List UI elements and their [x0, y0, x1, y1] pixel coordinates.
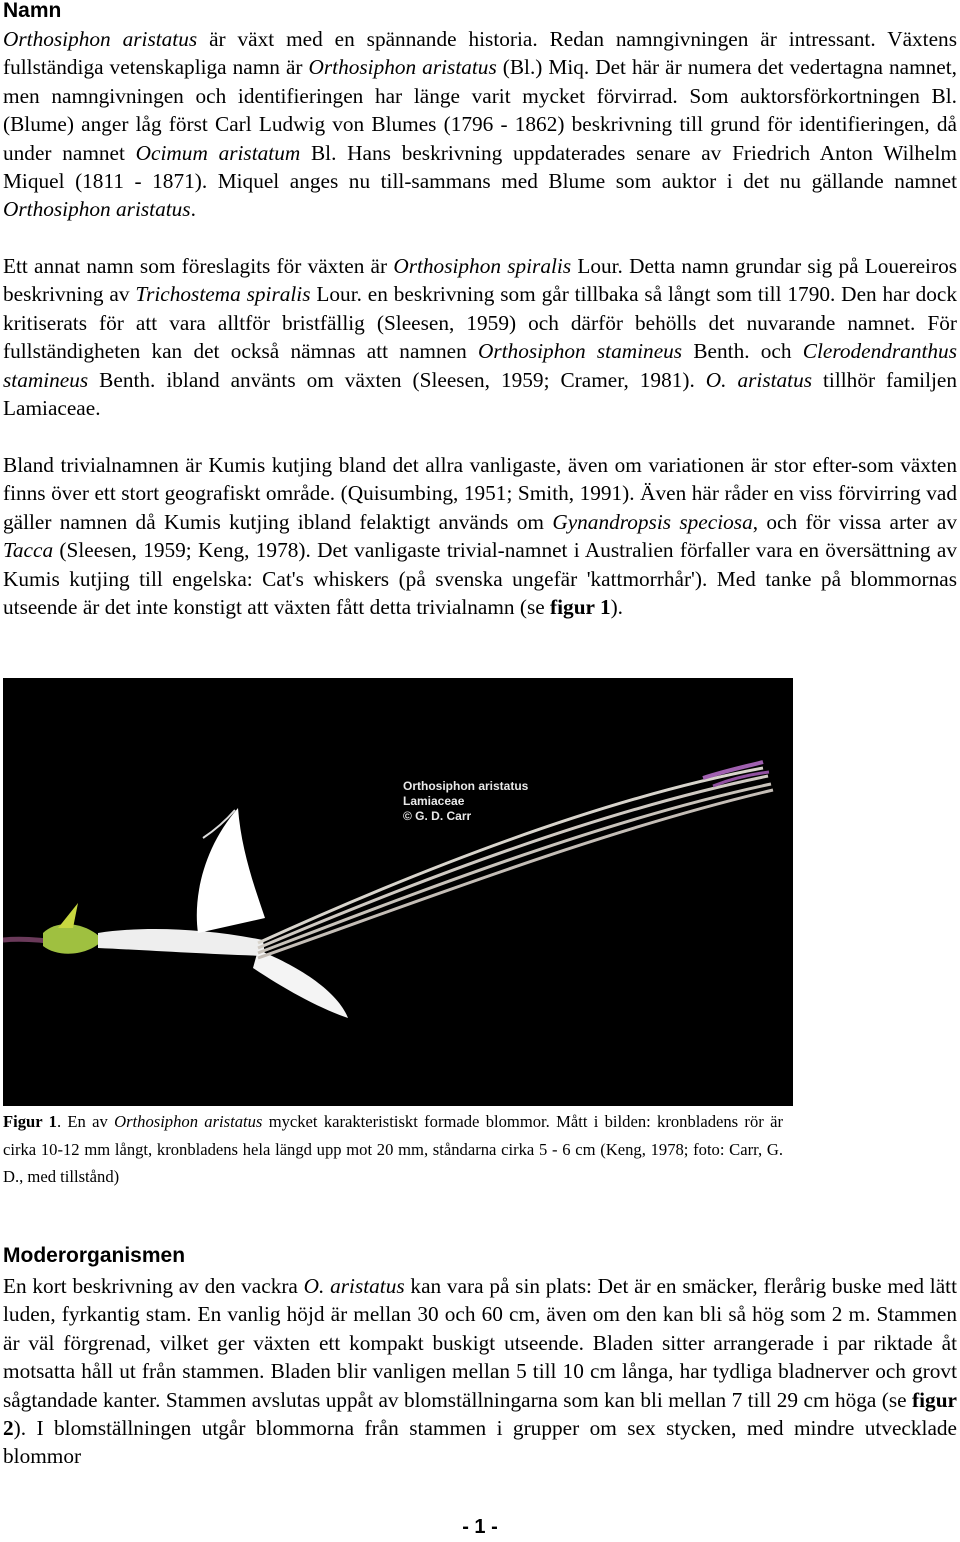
italic-run: Orthosiphon aristatus: [3, 197, 191, 222]
italic-run: O. aristatus: [303, 1274, 405, 1298]
text-run: , och för vissa arter av: [752, 509, 957, 534]
bold-run: figur 1: [550, 595, 611, 620]
text-run: (Sleesen, 1959; Keng, 1978). Det vanligaste trivial-namnet i Australien förfaller vara en översättning av Kumis kutjing till engelska: Cat's whiskers (på svenska ungefär 'kattmorrhår'). Med tanke på blommornas utseende är det inte konstigt att växten fått detta trivialnamn (se: [3, 538, 957, 620]
text-run: ). I blomställningen utgår blommorna från stammen i grupper om sex stycken, med mindre utvecklade blommor: [3, 1416, 957, 1469]
italic-run: Clerodendranthus stamineus: [3, 339, 957, 392]
text-run: Bland trivialnamnen är Kumis kutjing bland det allra vanligaste, även om variationen är stor efter-som växten finns över ett stort geografiskt område. (Quisumbing, 1951; Smith, 1991). Även här råder en viss förvirring vad gäller namnen då Kumis kutjing ibland felaktigt används om: [3, 453, 957, 534]
paragraph-common-names: [3, 451, 957, 621]
text-run: .: [190, 197, 196, 222]
italic-run: Orthosiphon aristatus: [3, 27, 198, 51]
italic-run: Orthosiphon aristatus: [114, 1112, 263, 1131]
text-run: Benth. och: [682, 339, 803, 364]
page-number: - 1 -: [462, 1516, 498, 1538]
text-run: Bl. Hans beskrivning uppdaterades senare av Friedrich Anton Wilhelm Miquel (1811 - 1871). Miquel anges nu till-sammans med Blume som auktor i det nu gällande namnet: [3, 140, 957, 194]
text-run: kan vara på sin plats: Det är en smäcker, flerårig buske med lätt luden, fyrkantig stam. En vanlig höjd är mellan 30 och 60 cm, även om den kan bli så hög som 2 m. Stammen är väl förgrenad, vilket ger växten ett kompakt buskigt utseende. Bladen sitter arrangerade i par riktade åt motsatta håll ut från stammen. Bladen blir vanligen mellan 5 till 10 cm långa, har tydliga bladnerver och grovt sågtandade kanter. Stammen avslutas uppåt av blomställningarna som kan bli mellan 7 till 29 cm höga (se: [3, 1274, 957, 1412]
paragraph-plant-description: [3, 1272, 957, 1471]
text-run: Lour. Detta namn grundar sig på Louereiros beskrivning av: [3, 254, 958, 307]
text-run: . En av: [56, 1112, 115, 1131]
italic-run: Orthosiphon spiralis: [393, 254, 572, 278]
photo-label-species: Orthosiphon aristatus: [403, 779, 529, 793]
italic-run: Tacca: [3, 538, 54, 563]
figure-1-flower-photo: [3, 678, 793, 1106]
text-run: Ett annat namn som föreslagits för växten är: [3, 254, 394, 278]
italic-run: Trichostema spiralis: [135, 282, 311, 307]
bold-run: figur 2: [3, 1387, 957, 1441]
flower-illustration: [3, 678, 793, 1106]
italic-run: Orthosiphon stamineus: [477, 339, 683, 364]
italic-run: Gynandropsis speciosa: [552, 509, 753, 534]
paragraph-alternative-names: [3, 252, 957, 422]
text-run: Lour. en beskrivning som går tillbaka så långt som till 1790. Den har dock kritiserats för att vara alltför bristfällig (Sleesen, 1959) och därför behölls det nuvarande namnet. För fullständigheten kan det också nämnas att namnen: [3, 282, 958, 364]
figure-1-caption: [3, 1108, 783, 1191]
text-run: Benth. ibland använts om växten (Sleesen, 1959; Cramer, 1981).: [88, 367, 706, 392]
italic-run: Orthosiphon aristatus: [308, 55, 497, 80]
paragraph-name-history: [3, 25, 957, 224]
italic-run: Ocimum aristatum: [135, 140, 301, 165]
section-heading-namn: Namn: [3, 0, 62, 22]
text-run: mycket karakteristiskt formade blommor. Mått i bilden: kronbladens rör är cirka 10-12 mm långt, kronbladens hela längd upp mot 20 mm, ståndarna cirka 5 - 6 cm (Keng, 1978; foto: Carr, G. D., med tillstånd): [3, 1112, 783, 1186]
italic-run: O. aristatus: [705, 367, 813, 392]
photo-label-copyright: © G. D. Carr: [403, 809, 472, 823]
photo-label-family: Lamiaceae: [403, 794, 465, 808]
text-run: En kort beskrivning av den vackra: [3, 1274, 304, 1298]
text-run: tillhör familjen Lamiaceae.: [3, 367, 958, 421]
text-run: ).: [610, 595, 624, 620]
section-heading-moderorganismen: Moderorganismen: [3, 1244, 186, 1267]
bold-run: Figur 1: [3, 1112, 57, 1131]
text-run: är växt med en spännande historia. Redan namngivningen är intressant. Växtens fullständiga vetenskapliga namn är: [3, 27, 957, 80]
text-run: (Bl.) Miq. Det här är numera det vedertagna namnet, men namngivningen och identifieringen har länge varit mycket förvirrad. Som auktorsförkortningen Bl. (Blume) anger låg först Carl Ludwig von Blumes (1796 - 1862) beskrivning till grund för identifieringen, då under namnet: [3, 55, 957, 165]
